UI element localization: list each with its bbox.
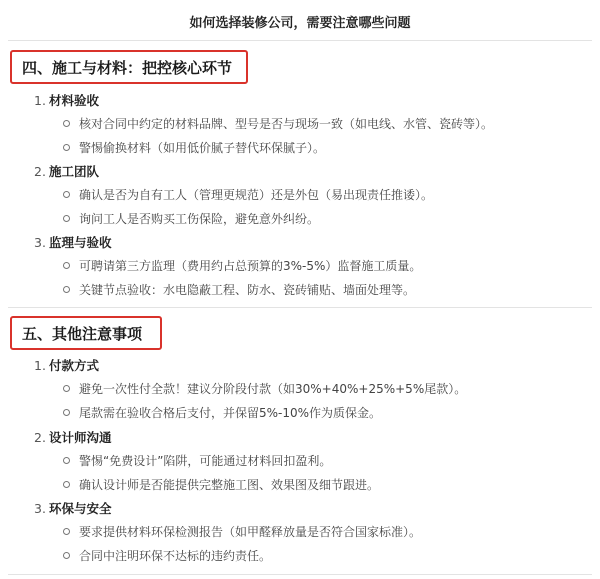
bullet-item: [63, 115, 493, 132]
bullet-item: [63, 380, 466, 397]
bullet-text: 询问工人是否购买工伤保险，避免意外纠纷。: [79, 212, 320, 226]
item-title-text: 施工团队: [48, 164, 99, 179]
bullet-text: 核对合同中约定的材料品牌、型号是否与现场一致（如电线、水管、瓷砖等）。: [79, 117, 494, 131]
bullet-circle-icon: [63, 286, 70, 293]
bullet-text: 确认设计师是否能提供完整施工图、效果图及细节跟进。: [79, 478, 380, 492]
bullet-item: [63, 281, 415, 298]
bullet-item: [63, 523, 421, 540]
section-heading-construction: 四、施工与材料：把控核心环节: [10, 50, 248, 84]
bullet-circle-icon: [63, 481, 70, 488]
bullet-circle-icon: [63, 457, 70, 464]
item-title-payment: [34, 356, 99, 374]
top-divider: [8, 40, 592, 41]
bullet-item: [63, 476, 379, 493]
bullet-circle-icon: [63, 120, 70, 127]
bullet-circle-icon: [63, 144, 70, 151]
item-title-text: 监理与验收: [48, 235, 112, 250]
bullet-text: 尾款需在验收合格后支付，并保留5%-10%作为质保金。: [79, 406, 382, 420]
bullet-circle-icon: [63, 262, 70, 269]
item-number: 2.: [34, 430, 46, 445]
bullet-circle-icon: [63, 191, 70, 198]
item-title-text: 付款方式: [48, 358, 99, 373]
bullet-item: [63, 452, 331, 469]
bullet-item: [63, 210, 319, 227]
bullet-circle-icon: [63, 528, 70, 535]
bullet-text: 可聘请第三方监理（费用约占总预算的3%-5%）监督施工质量。: [79, 259, 422, 273]
item-title-environment: [34, 499, 111, 517]
item-title-designer: [34, 428, 111, 446]
bullet-item: [63, 547, 271, 564]
item-number: 2.: [34, 164, 46, 179]
bullet-circle-icon: [63, 552, 70, 559]
bullet-text: 要求提供材料环保检测报告（如甲醛释放量是否符合国家标准）。: [79, 525, 422, 539]
item-number: 3.: [34, 235, 46, 250]
item-number: 3.: [34, 501, 46, 516]
item-title-text: 设计师沟通: [48, 430, 112, 445]
item-title-material-inspection: [34, 91, 99, 109]
item-title-text: 环保与安全: [48, 501, 112, 516]
item-number: 1.: [34, 93, 46, 108]
section-divider: [8, 307, 592, 308]
bullet-item: [63, 186, 433, 203]
item-title-text: 材料验收: [48, 93, 99, 108]
bullet-text: 警惕“免费设计”陷阱，可能通过材料回扣盈利。: [79, 454, 332, 468]
bottom-divider: [8, 574, 592, 575]
bullet-circle-icon: [63, 409, 70, 416]
bullet-text: 关键节点验收：水电隐蔽工程、防水、瓷砖铺贴、墙面处理等。: [79, 283, 416, 297]
bullet-text: 合同中注明环保不达标的违约责任。: [79, 549, 272, 563]
bullet-text: 警惕偷换材料（如用低价腻子替代环保腻子）。: [79, 141, 326, 155]
section-heading-other-notes: 五、其他注意事项: [10, 316, 162, 350]
bullet-item: [63, 139, 325, 156]
bullet-item: [63, 257, 421, 274]
item-title-supervision: [34, 233, 111, 251]
item-number: 1.: [34, 358, 46, 373]
page-title: 如何选择装修公司，需要注意哪些问题: [189, 16, 411, 31]
item-title-construction-team: [34, 162, 99, 180]
bullet-item: [63, 404, 381, 421]
bullet-circle-icon: [63, 385, 70, 392]
bullet-circle-icon: [63, 215, 70, 222]
bullet-text: 确认是否为自有工人（管理更规范）还是外包（易出现责任推诿）。: [79, 188, 434, 202]
bullet-text: 避免一次性付全款！建议分阶段付款（如30%+40%+25%+5%尾款）。: [79, 382, 467, 396]
